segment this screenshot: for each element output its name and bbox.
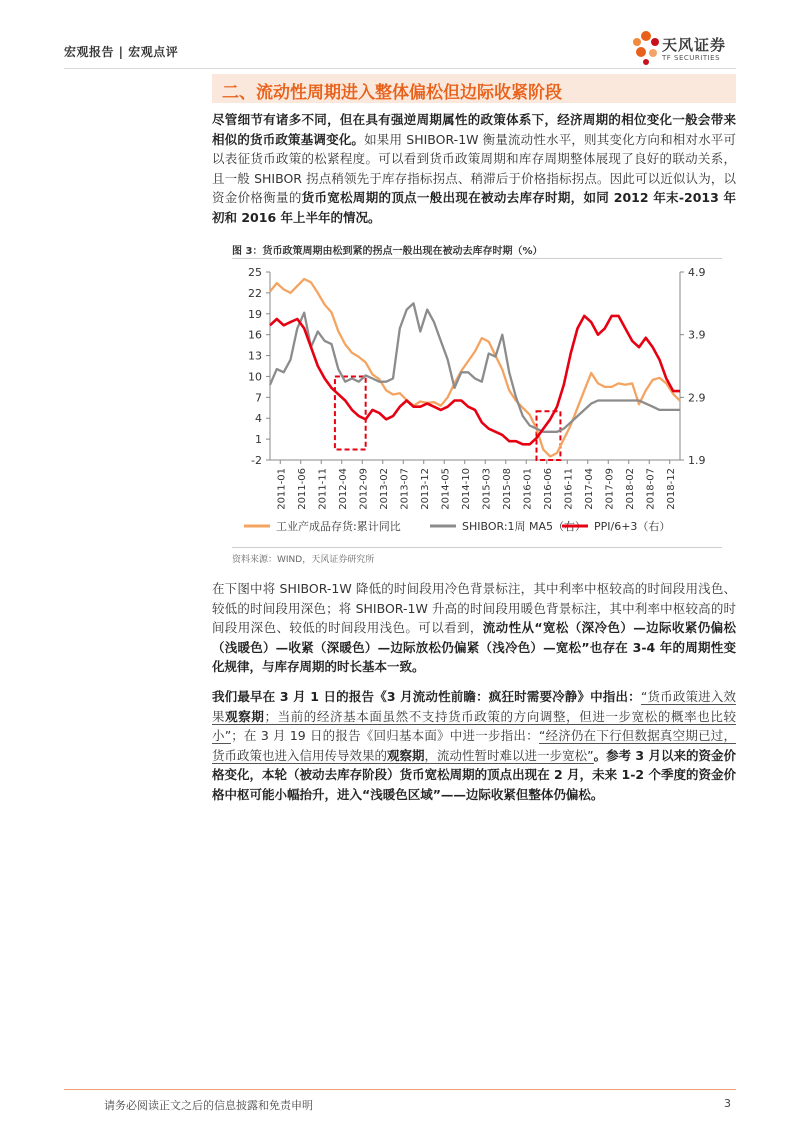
x-tick-label: 2017-09 bbox=[604, 468, 616, 510]
x-tick-label: 2014-05 bbox=[440, 468, 452, 510]
y-left-tick-label: 25 bbox=[248, 266, 262, 279]
legend-label-2: SHIBOR:1周 MA5（右） bbox=[462, 520, 587, 533]
p3-quote-2b: 观察期 bbox=[387, 747, 425, 763]
x-tick-label: 2015-03 bbox=[481, 468, 493, 510]
p3-quote-2a: “经济仍在下行但数据真空期已过，货币政策也进入信用传导效果的 bbox=[212, 728, 736, 763]
p3-quote-2c: ，流动性暂时难以进一步宽松” bbox=[424, 747, 594, 763]
logo-name: 天风证券 bbox=[662, 36, 727, 54]
tf-logo-icon bbox=[628, 28, 664, 68]
inventory-shibor-ppi-chart bbox=[232, 260, 722, 546]
y-right-tick-label: 1.9 bbox=[688, 454, 706, 467]
y-right-tick-label: 3.9 bbox=[688, 328, 706, 342]
y-left-tick-label: 1 bbox=[255, 433, 262, 447]
x-tick-label: 2018-07 bbox=[645, 468, 657, 510]
series-line-1 bbox=[270, 279, 680, 457]
y-left-tick-label: -2 bbox=[251, 454, 262, 467]
x-tick-label: 2011-11 bbox=[317, 468, 329, 510]
highlight-box bbox=[335, 376, 366, 449]
x-tick-label: 2011-06 bbox=[296, 468, 308, 510]
x-tick-label: 2012-09 bbox=[358, 468, 370, 510]
y-left-tick-label: 13 bbox=[248, 349, 262, 363]
x-tick-label: 2014-10 bbox=[460, 468, 472, 510]
p3-bold-conclusion: 。参考 3 月以来的资金价格变化，本轮（被动去库存阶段）货币宽松周期的顶点出现在 2 月，未来 1-2 个季度的资金价格中枢可能小幅抬升，进入“浅暖色区域”——边际收紧但整体仍偏松。 bbox=[212, 747, 736, 802]
p3-quote-1a: “货币政策进入效果 bbox=[212, 689, 736, 724]
x-tick-label: 2016-06 bbox=[542, 468, 554, 510]
y-left-tick-label: 16 bbox=[248, 328, 262, 342]
p1-bold-lead: 尽管细节有诸多不同，但在具有强逆周期属性的政策体系下，经济周期的相位变化一般会带来相似的货币政策基调变化。 bbox=[212, 112, 736, 147]
section-title: 二、流动性周期进入整体偏松但边际收紧阶段 bbox=[222, 83, 562, 103]
x-tick-label: 2018-02 bbox=[624, 468, 636, 510]
y-left-tick-label: 19 bbox=[248, 307, 262, 321]
paragraph-3 bbox=[212, 687, 736, 804]
logo-subtitle: TF SECURITIES bbox=[662, 54, 721, 62]
figure-bottom-rule bbox=[232, 547, 722, 548]
x-tick-label: 2016-11 bbox=[563, 468, 575, 510]
header-divider bbox=[64, 68, 736, 69]
p1-body: 如果用 SHIBOR-1W 衡量流动性水平，则其变化方向和相对水平可以表征货币政策的松紧程度。可以看到货币政策周期和库存周期整体展现了良好的联动关系，且一般 SHIBOR 拐点稍领先于库存指标拐点、稍滞后于价格指标拐点。因此可以近似认为，以资金价格衡量的 bbox=[212, 131, 736, 205]
y-left-tick-label: 22 bbox=[248, 286, 262, 300]
p1-bold-conclusion: 货币宽松周期的顶点一般出现在被动去库存时期，如同 2012 年末-2013 年初和 2016 年上半年的情况。 bbox=[212, 190, 736, 225]
legend-label-3: PPI/6+3（右） bbox=[594, 520, 671, 533]
legend-label-1: 工业产成品存货:累计同比 bbox=[276, 520, 401, 533]
report-category: 宏观报告 | 宏观点评 bbox=[64, 45, 179, 59]
p3-mid: ；在 3 月 19 日的报告《回归基本面》中进一步指出： bbox=[231, 728, 539, 743]
p3-quote-1c: ；当前的经济基本面虽然不支持货币政策的方向调整，但进一步宽松的概率也比较小” bbox=[212, 708, 736, 743]
x-tick-label: 2017-04 bbox=[583, 468, 595, 510]
x-tick-label: 2015-08 bbox=[501, 468, 513, 510]
x-tick-label: 2013-02 bbox=[378, 468, 390, 510]
paragraph-2 bbox=[212, 579, 736, 677]
x-tick-label: 2012-04 bbox=[337, 468, 349, 510]
x-tick-label: 2018-12 bbox=[665, 468, 677, 510]
y-right-tick-label: 2.9 bbox=[688, 391, 706, 405]
x-tick-label: 2016-01 bbox=[522, 468, 534, 510]
page-number: 3 bbox=[724, 1097, 731, 1110]
x-tick-label: 2011-01 bbox=[276, 468, 288, 510]
y-left-tick-label: 10 bbox=[248, 370, 262, 384]
footer-disclaimer: 请务必阅读正文之后的信息披露和免责申明 bbox=[104, 1099, 313, 1112]
p3-quote-1b: 观察期 bbox=[225, 708, 265, 724]
p2-body: 在下图中将 SHIBOR-1W 降低的时间段用冷色背景标注，其中利率中枢较高的时间段用浅色、较低的时间段用深色；将 SHIBOR-1W 升高的时间段用暖色背景标注，其中利率中枢较高的时间段用深色、较低的时间段用浅色。可以看到， bbox=[212, 581, 736, 635]
x-tick-label: 2013-12 bbox=[419, 468, 431, 510]
p2-bold-conclusion: 流动性从“宽松（深冷色）—边际收紧仍偏松（浅暖色）—收紧（深暖色）—边际放松仍偏紧（浅冷色）—宽松”也存在 3-4 年的周期性变化规律，与库存周期的时长基本一致。 bbox=[212, 620, 736, 674]
footer-divider bbox=[64, 1089, 736, 1090]
y-left-tick-label: 7 bbox=[255, 391, 262, 405]
figure-top-rule bbox=[232, 258, 722, 259]
paragraph-1 bbox=[212, 110, 736, 227]
y-right-tick-label: 4.9 bbox=[688, 266, 706, 279]
series-line-3 bbox=[270, 316, 680, 444]
y-left-tick-label: 4 bbox=[255, 412, 262, 426]
x-tick-label: 2013-07 bbox=[399, 468, 411, 510]
figure-source: 资料来源：WIND，天风证券研究所 bbox=[232, 555, 375, 565]
figure-title: 图 3：货币政策周期由松到紧的拐点一般出现在被动去库存时期（%） bbox=[232, 246, 543, 257]
p3-bold-lead: 我们最早在 3 月 1 日的报告《3 月流动性前瞻：疯狂时需要冷静》中指出： bbox=[212, 689, 641, 704]
